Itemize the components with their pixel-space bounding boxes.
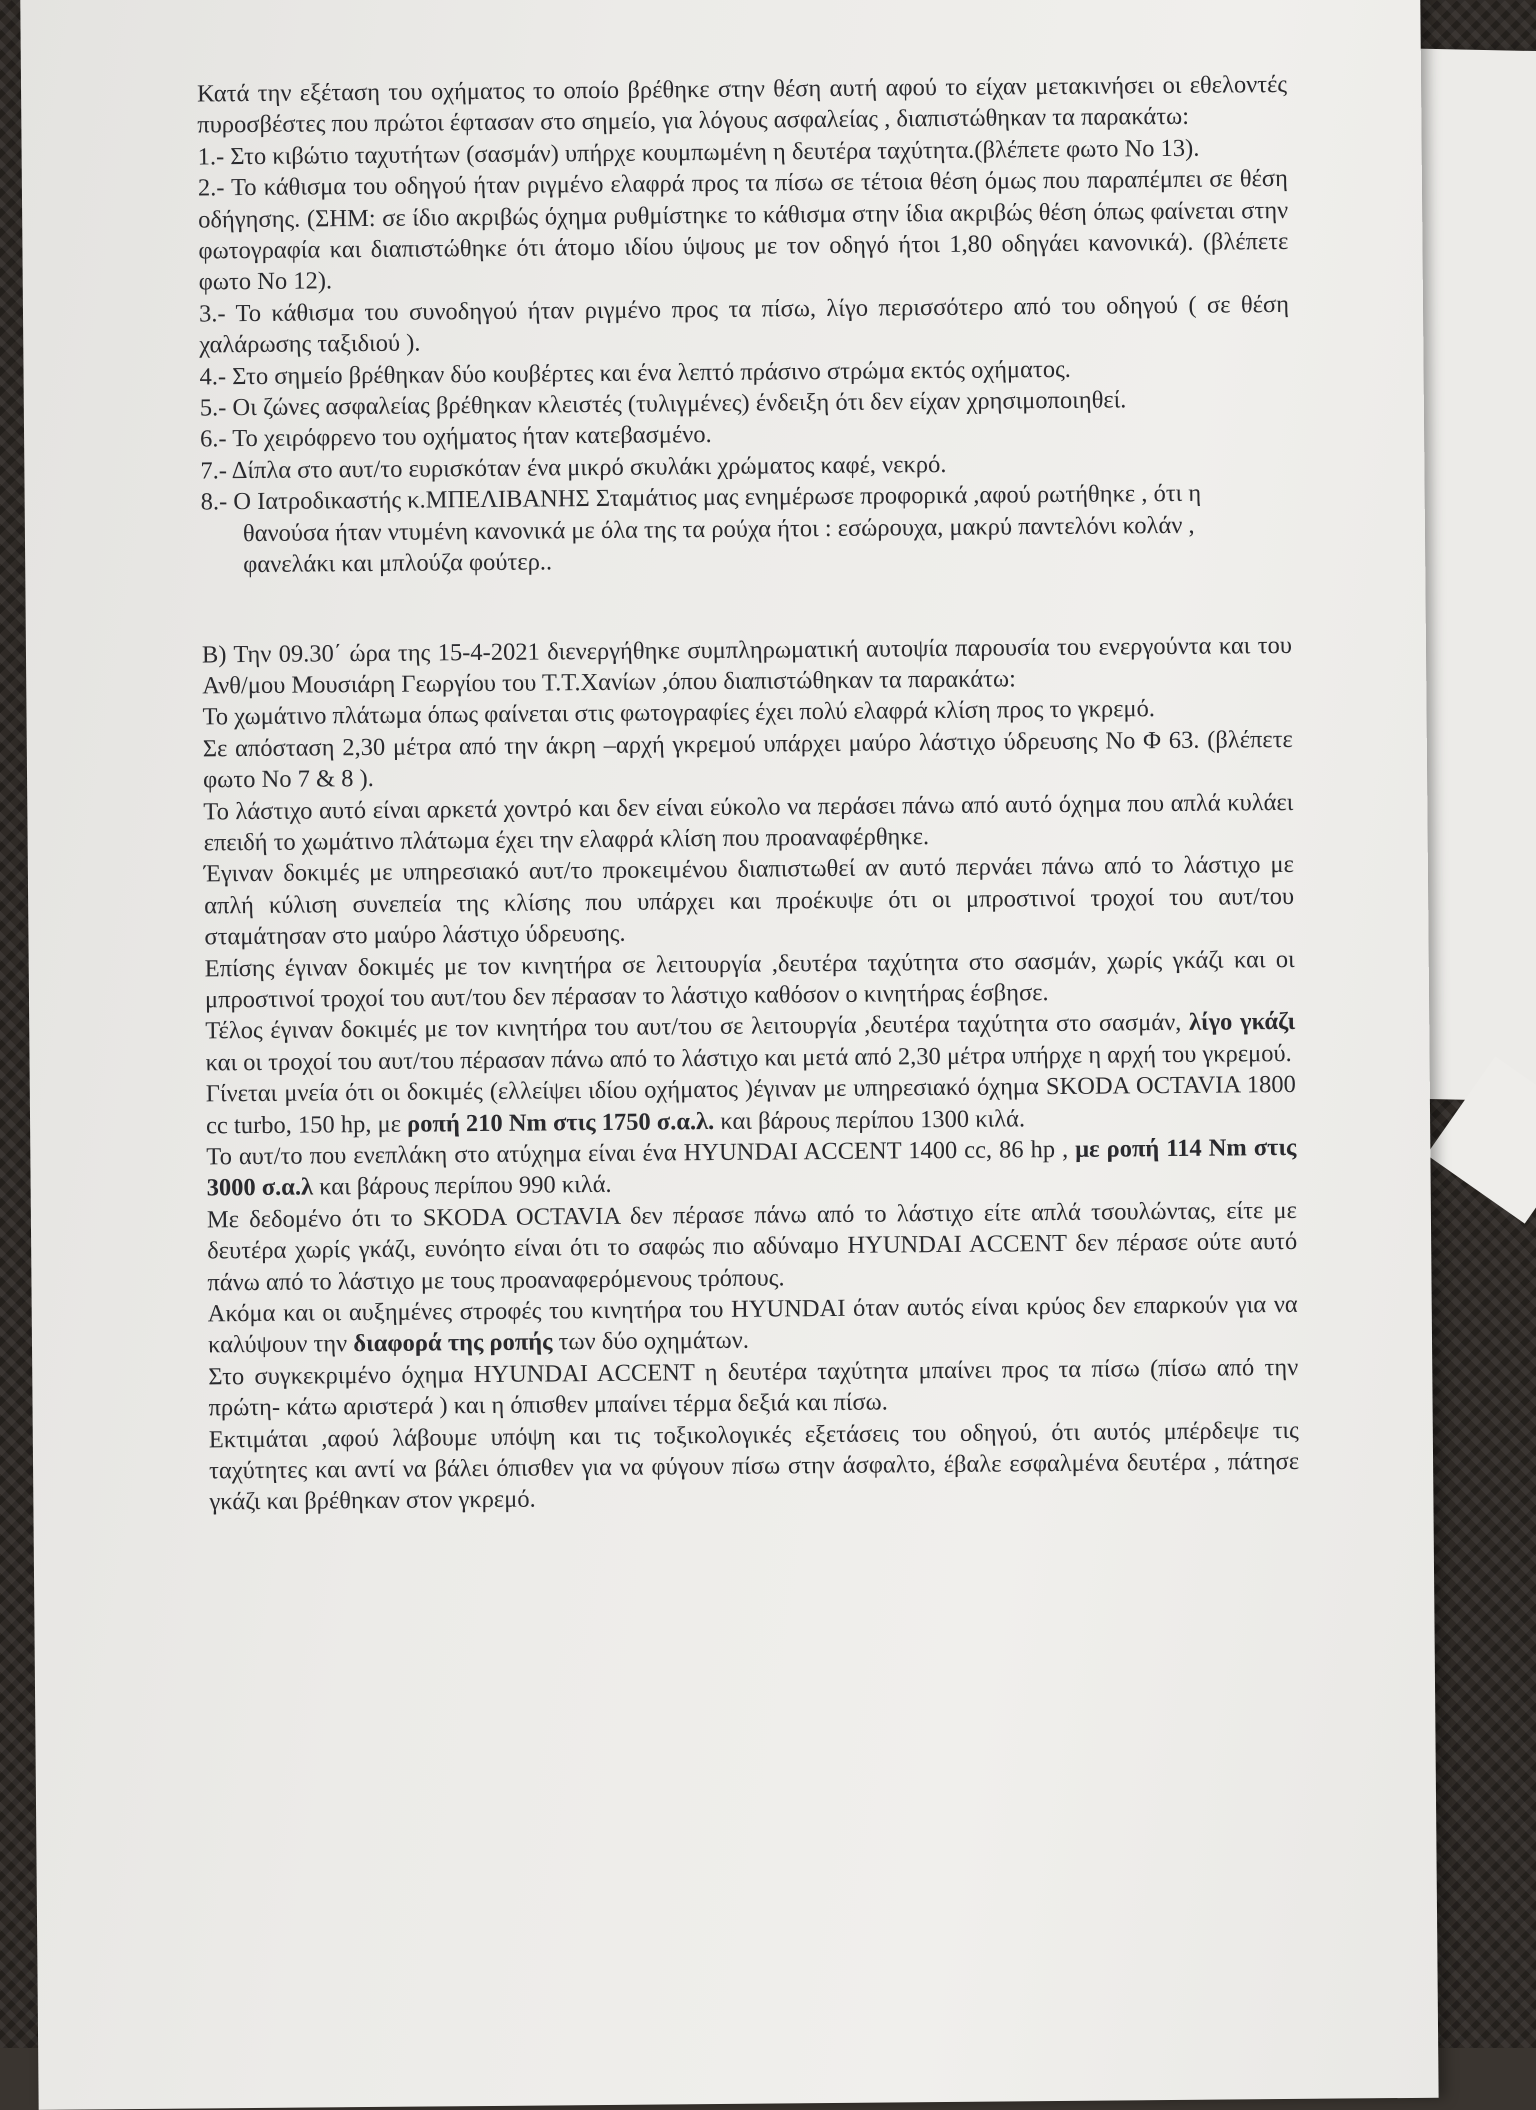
intro-paragraph: Κατά την εξέταση του οχήματος το οποίο βρέθηκε στην θέση αυτή αφού το είχαν μετακινήσει οι εθελοντές πυροσβέστες που πρώτοι έφτασαν στο σημείο, για λόγους ασφαλείας , διαπιστώθηκαν τα παρακάτω: [196, 70, 1288, 139]
text-run: και βάρους περίπου 1300 κιλά. [714, 1104, 1026, 1135]
text-run: Ακόμα και οι αυξημένες στροφές του κινητήρα του HYUNDAI όταν αυτός είναι κρύος δεν επαρκούν για να καλύψουν την [207, 1290, 1298, 1359]
text-run: Το αυτ/το που ενεπλάκη στο ατύχημα είναι ένα HYUNDAI ACCENT 1400 cc, 86 hp , [206, 1135, 1076, 1171]
list-item-4: 4.- Στο σημείο βρέθηκαν δύο κουβέρτες και ένα λεπτό πράσινο στρώμα εκτός οχήματος. [199, 355, 1071, 391]
section-gap [201, 571, 1291, 639]
section-b-paragraph-2: Σε απόσταση 2,30 μέτρα από την άκρη –αρχή γκρεμού υπάρχει μαύρο λάστιχο ύδρευσης Νο Φ 63. (βλέπετε φωτο Νο 7 & 8 ). [202, 725, 1293, 794]
text-run: των δύο οχημάτων. [552, 1327, 750, 1356]
section-b-paragraph-11: Στο συγκεκριμένο όχημα HYUNDAI ACCENT η δευτέρα ταχύτητα μπαίνει προς τα πίσω (πίσω από την πρώτη- κάτω αριστερά ) και η όπισθεν μπαίνει τέρμα δεξιά και πίσω. [208, 1353, 1299, 1422]
bold-phrase: διαφορά της ροπής [353, 1328, 553, 1358]
text-run: και οι τροχοί του αυτ/του πέρασαν πάνω από το λάστιχο και μετά από 2,30 μέτρα υπήρχε η αρχή του γκρεμού. [205, 1039, 1292, 1077]
document-body [197, 69, 1300, 1518]
list-item-1: 1.- Στο κιβώτιο ταχυτήτων (σασμάν) υπήρχε κουμπωμένη η δευτέρα ταχύτητα.(βλέπετε φωτο Νο 13). [197, 134, 1200, 171]
list-item-2: 2.- Το κάθισμα του οδηγού ήταν ριγμένο ελαφρά προς τα πίσω σε τέτοια θέση όμως που παραπέμπει σε θέση οδήγησης. (ΣΗΜ: σε ίδιο ακριβώς όχημα ρυθμίστηκε το κάθισμα στην ίδια ακριβώς θέση όπως φαίνεται στην φωτογραφία και διαπιστώθηκε ότι άτομο ιδίου ύψους με τον οδηγό ήτοι 1,80 οδηγάει κανονικά). (βλέπετε φωτο Νο 12). [197, 165, 1289, 296]
list-item-8: 8.- Ο Ιατροδικαστής κ.ΜΠΕΛΙΒΑΝΗΣ Σταμάτιος μας ενημέρωσε προφορικά ,αφού ρωτήθηκε , ότι η θανούσα ήταν ντυμένη κανονικά με όλα της τα ρούχα ήτοι : εσώρουχα, μακρύ παντελόνι κολάν , φανελάκι και μπλούζα φούτερ.. [200, 479, 1202, 579]
section-b-paragraph-10 [208, 1289, 1299, 1361]
bold-phrase: ροπή 210 Nm στις 1750 σ.α.λ. [406, 1107, 715, 1138]
section-b-intro: Β) Την 09.30΄ ώρα της 15-4-2021 διενεργήθηκε συμπληρωματική αυτοψία παρουσία του ενεργούντα και του Ανθ/μου Μουσιάρη Γεωργίου του Τ.Τ.Χανίων ,όπου διαπιστώθηκαν τα παρακάτω: [201, 631, 1293, 700]
text-run: Τέλος έγιναν δοκιμές με τον κινητήρα του αυτ/του σε λειτουργία ,δευτέρα ταχύτητα στο σασμάν, [205, 1009, 1190, 1045]
list-item-3: 3.- Το κάθισμα του συνοδηγού ήταν ριγμένο προς τα πίσω, λίγο περισσότερο από του οδηγού ( σε θέση χαλάρωσης ταξιδιού ). [198, 290, 1290, 359]
section-b-paragraph-6 [205, 1006, 1296, 1078]
section-b-paragraph-8 [206, 1132, 1297, 1204]
section-b-paragraph-3: Το λάστιχο αυτό είναι αρκετά χοντρό και δεν είναι εύκολο να περάσει πάνω από αυτό όχημα που απλά κυλάει επειδή το χωμάτινο πλάτωμα έχει την ελαφρά κλίση που προαναφέρθηκε. [203, 788, 1294, 857]
section-b-paragraph-12: Εκτιμάται ,αφού λάβουμε υπόψη και τις τοξικολογικές εξετάσεις του οδηγού, ότι αυτός μπέρδεψε τις ταχύτητες και αντί να βάλει όπισθεν για να φύγουν πίσω στην άσφαλτο, έβαλε εσφαλμένα δευτέρα , πάτησε γκάζι και βρέθηκαν στον γκρεμό. [208, 1416, 1300, 1516]
bold-phrase: με ροπή 114 Nm στις 3000 σ.α.λ [206, 1133, 1297, 1202]
section-b-paragraph-1: Το χωμάτινο πλάτωμα όπως φαίνεται στις φωτογραφίες έχει πολύ ελαφρά κλίση προς το γκρεμό. [202, 695, 1156, 731]
text-run: Γίνεται μνεία ότι οι δοκιμές (ελλείψει ιδίου οχήματος )έγιναν με υπηρεσιακό όχημα SKODA OCTAVIA 1800 cc turbo, 150 hp, με [205, 1071, 1296, 1140]
list-item-5: 5.- Οι ζώνες ασφαλείας βρέθηκαν κλειστές (τυλιγμένες) ένδειξη ότι δεν είχαν χρησιμοποιηθεί. [199, 386, 1127, 422]
section-b-paragraph-5: Επίσης έγιναν δοκιμές με τον κινητήρα σε λειτουργία ,δευτέρα ταχύτητα στο σασμάν, χωρίς γκάζι και οι μπροστινοί τροχοί του αυτ/του δεν πέρασαν το λάστιχο καθόσον ο κινητήρας έσβησε. [204, 945, 1295, 1014]
list-item-7: 7.- Δίπλα στο αυτ/το ευρισκόταν ένα μικρό σκυλάκι χρώματος καφέ, νεκρό. [200, 450, 947, 485]
section-b-paragraph-7 [206, 1069, 1297, 1141]
section-b-paragraph-4: Έγιναν δοκιμές με υπηρεσιακό αυτ/το προκειμένου διαπιστωθεί αν αυτό περνάει πάνω από το λάστιχο με απλή κύλιση συνεπεία της κλίσης που υπάρχει και προέκυψε ότι οι μπροστινοί τροχοί του αυτ/του σταμάτησαν στο μαύρο λάστιχο ύδρευσης. [203, 851, 1295, 951]
paper-sheet [20, 0, 1439, 2110]
section-b-paragraph-9: Με δεδομένο ότι το SKODA OCTAVIA δεν πέρασε πάνω από το λάστιχο είτε απλά τσουλώντας, είτε με δευτέρα χωρίς γκάζι, ευνόητο είναι ότι το σαφώς πιο αδύναμο HYUNDAI ACCENT δεν πέρασε ούτε αυτό πάνω από το λάστιχο με τους προαναφερόμενους τρόπους. [206, 1196, 1298, 1297]
bold-phrase: λίγο γκάζι [1188, 1008, 1296, 1037]
list-item-6: 6.- Το χειρόφρενο του οχήματος ήταν κατεβασμένο. [199, 421, 712, 453]
text-run: και βάρους περίπου 990 κιλά. [312, 1171, 612, 1201]
